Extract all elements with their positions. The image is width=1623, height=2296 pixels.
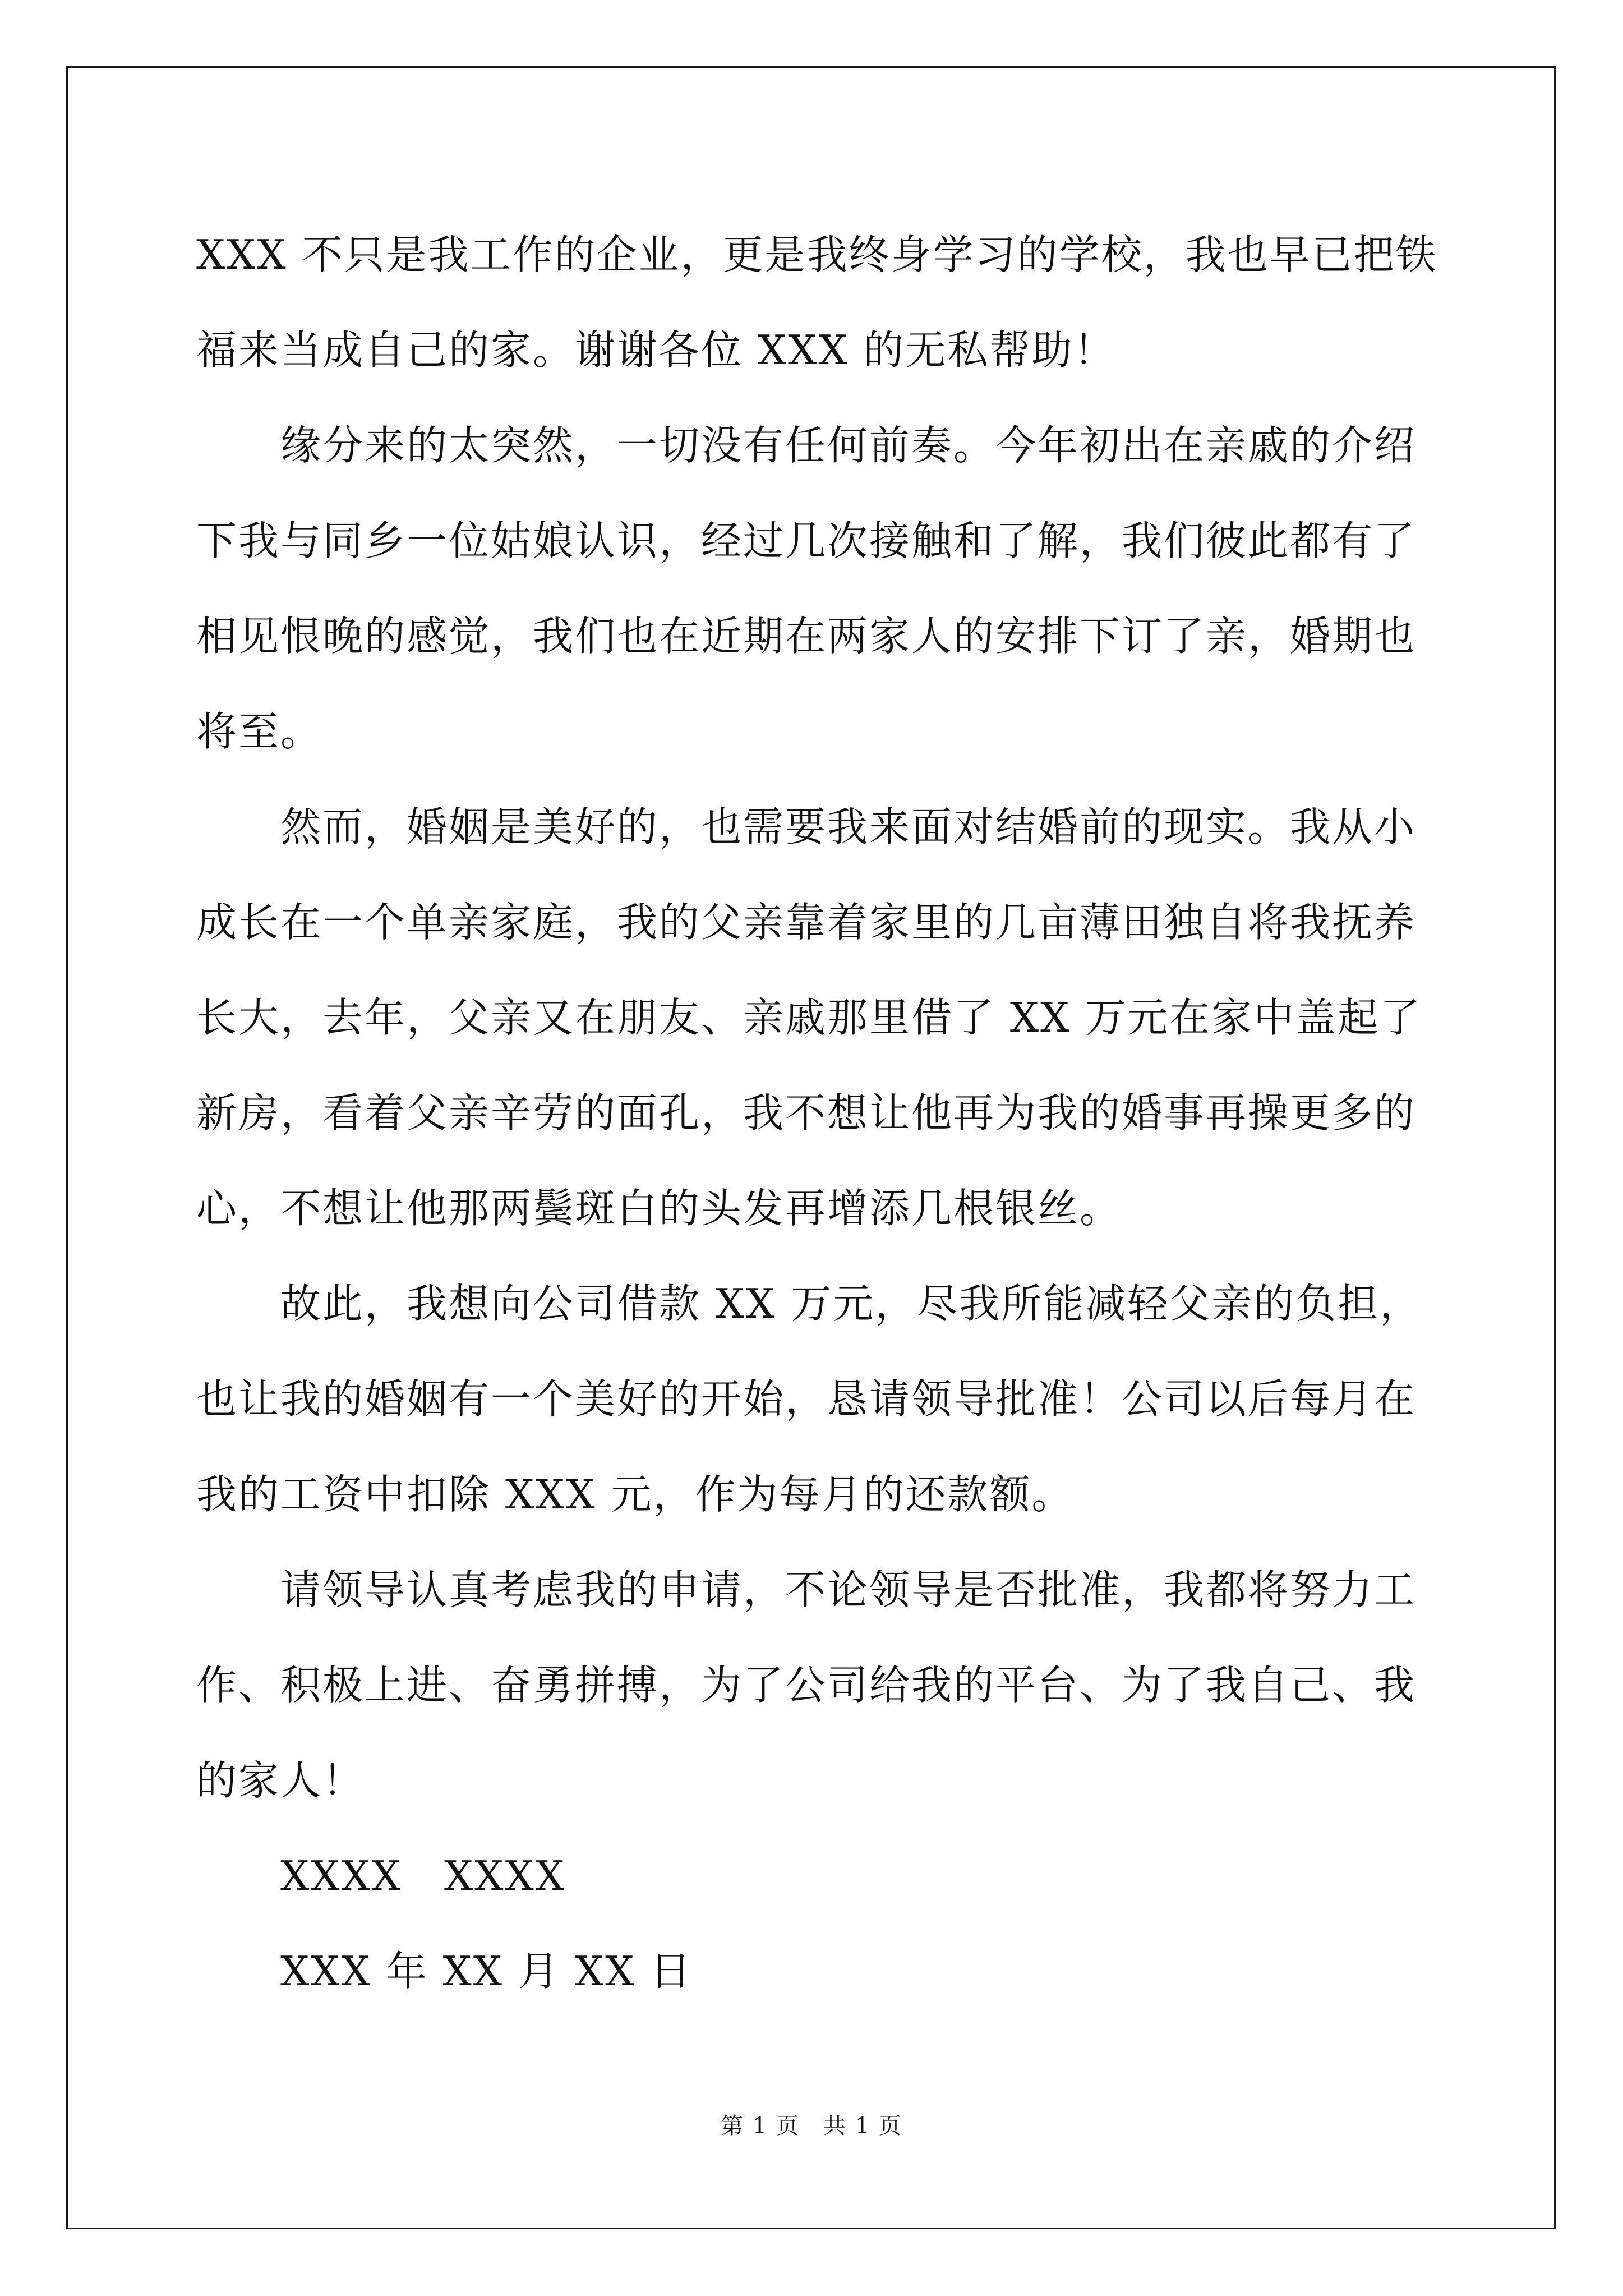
paragraph-1: XXX 不只是我工作的企业，更是我终身学习的学校，我也早已把铁福来当成自己的家。谢谢各位 XXX 的无私帮助！	[196, 231, 1438, 374]
page-number-footer: 第 1 页 共 1 页	[721, 2113, 902, 2139]
document-body	[196, 207, 1453, 2019]
date-line: XXX 年 XX 月 XX 日	[280, 1948, 693, 1995]
paragraph-4: 故此，我想向公司借款 XX 万元，尽我所能减轻父亲的负担，也让我的婚姻有一个美好的开始，恳请领导批准！公司以后每月在我的工资中扣除 XXX 元，作为每月的还款额。	[196, 1280, 1422, 1518]
signature-line: XXXX XXXX	[280, 1852, 566, 1899]
paragraph-5: 请领导认真考虑我的申请，不论领导是否批准，我都将努力工作、积极上进、奋勇拼搏，为了公司给我的平台、为了我自己、我的家人！	[196, 1566, 1417, 1804]
paragraph-3: 然而，婚姻是美好的，也需要我来面对结婚前的现实。我从小成长在一个单亲家庭，我的父亲靠着家里的几亩薄田独自将我抚养长大，去年，父亲又在朋友、亲戚那里借了 XX 万元在家中盖起了新房，看着父亲辛劳的面孔，我不想让他再为我的婚事再操更多的心，不想让他那两鬓斑白的头发再增添几根银丝。	[196, 803, 1422, 1232]
paragraph-2: 缘分来的太突然，一切没有任何前奏。今年初出在亲戚的介绍下我与同乡一位姑娘认识，经过几次接触和了解，我们彼此都有了相见恨晚的感觉，我们也在近期在两家人的安排下订了亲，婚期也将至。	[196, 422, 1417, 755]
